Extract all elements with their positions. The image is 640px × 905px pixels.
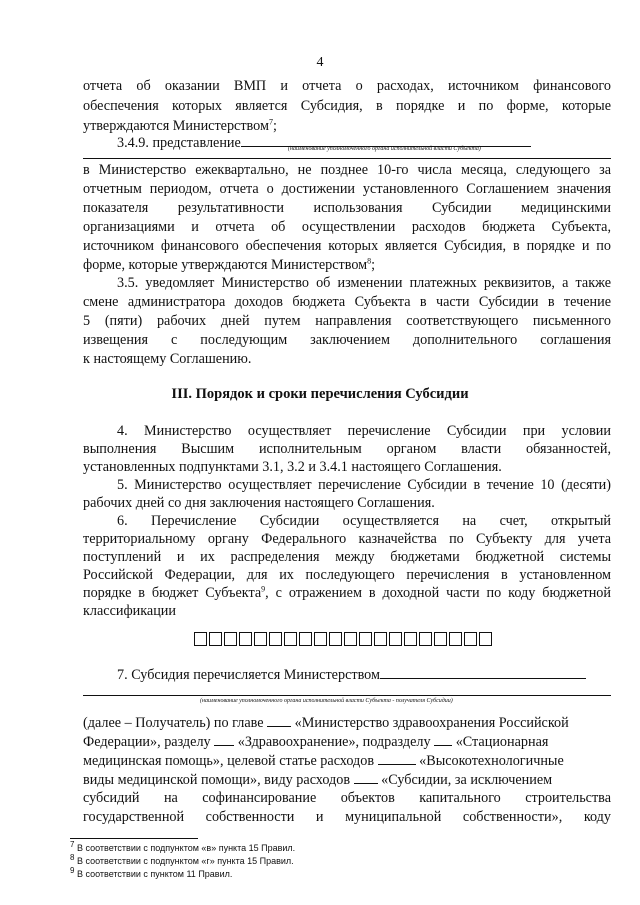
text-line: утверждаются Министерством$^7$; <box>83 117 277 134</box>
code-cell[interactable] <box>269 632 282 646</box>
text-line: обеспечения которых является Субсидия, в порядке и по форме, которые <box>83 98 611 114</box>
code-cell[interactable] <box>314 632 327 646</box>
code-cell[interactable] <box>389 632 402 646</box>
text-line: 5. Министерство осуществляет перечисление Субсидии в течение 10 (десяти) <box>117 477 611 493</box>
text-line: 6. Перечисление Субсидии осуществляется на счет, открытый <box>117 513 611 529</box>
text-line: 5 (пяти) рабочих дней путем направления соответствующего письменного <box>83 313 611 329</box>
text-line: 3.5. уведомляет Министерство об изменении платежных реквизитов, а также <box>117 275 611 291</box>
blank-field <box>267 714 291 727</box>
blank-field <box>378 752 416 765</box>
text-line: установленных подпунктами 3.1, 3.2 и 3.4.1 настоящего Соглашения. <box>83 459 502 475</box>
code-cell[interactable] <box>239 632 252 646</box>
text-line: Российской Федерации, для их последующего перечисления в установленном <box>83 567 611 583</box>
code-cell[interactable] <box>194 632 207 646</box>
code-cell[interactable] <box>299 632 312 646</box>
page-number: 4 <box>316 55 324 70</box>
blank-field <box>434 733 452 746</box>
text-line: медицинская помощь», целевой статье расходов «Высокотехнологичные <box>83 753 564 769</box>
code-cell[interactable] <box>344 632 357 646</box>
text-line: поступлений и их распределения между бюджетами бюджетной системы <box>83 549 611 565</box>
code-cell[interactable] <box>419 632 432 646</box>
code-cell[interactable] <box>209 632 222 646</box>
footnote: $^9$ В соответствии с пунктом 11 Правил. <box>70 866 233 879</box>
text-line: источником финансового обеспечения которых является Субсидия, в порядке и по <box>83 238 611 254</box>
text-line: отчетным периодом, отчета о достижении установленного Соглашением значения <box>83 181 611 197</box>
divider-line <box>83 158 611 159</box>
text-line: рабочих дней со дня заключения настоящего Соглашения. <box>83 495 435 511</box>
footnote-ref: 9 <box>261 584 266 594</box>
text-line: виды медицинской помощи», виду расходов «Субсидии, за исключением <box>83 772 553 788</box>
text-line: к настоящему Соглашению. <box>83 351 252 367</box>
text-line: извещения с последующим заключением дополнительного соглашения <box>83 332 611 348</box>
code-cell[interactable] <box>254 632 267 646</box>
footnote: $^8$ В соответствии с подпунктом «г» пункта 15 Правил. <box>70 853 294 866</box>
text-line: 4. Министерство осуществляет перечисление Субсидии при условии <box>117 423 611 439</box>
footnote-ref: 8 <box>367 256 372 266</box>
text-line: показателя результативности использования Субсидии медицинскими <box>83 200 611 216</box>
section-heading: III. Порядок и сроки перечисления Субсидии <box>171 386 469 402</box>
budget-code-cells[interactable] <box>194 632 494 646</box>
text-line: территориальному органу Федерального казначейства по Субъекту для учета <box>83 531 611 547</box>
text-line: организациями и отчета об осуществлении расходов бюджета Субъекта, <box>83 219 611 235</box>
item-7-label: 7. Субсидия перечисляется Министерством <box>117 666 586 684</box>
code-cell[interactable] <box>479 632 492 646</box>
code-cell[interactable] <box>224 632 237 646</box>
code-cell[interactable] <box>464 632 477 646</box>
code-cell[interactable] <box>374 632 387 646</box>
code-cell[interactable] <box>434 632 447 646</box>
footnote-ref: 7 <box>268 117 273 127</box>
text-line: в Министерство ежеквартально, не позднее 10-го числа месяца, следующего за <box>83 162 611 178</box>
blank-field <box>354 771 378 784</box>
item-349-label: 3.4.9. представление <box>117 134 531 152</box>
code-cell[interactable] <box>284 632 297 646</box>
text-line: отчета об оказании ВМП и отчета о расходах, источником финансового <box>83 78 611 94</box>
footnote-divider <box>70 838 198 839</box>
text-line: выполнения Высшим исполнительным органом власти обязанностей, <box>83 441 611 457</box>
code-cell[interactable] <box>404 632 417 646</box>
text-line: (далее – Получатель) по главе «Министерство здравоохранения Российской <box>83 715 569 731</box>
footnote: $^7$ В соответствии с подпунктом «в» пункта 15 Правил. <box>70 840 296 853</box>
code-cell[interactable] <box>329 632 342 646</box>
field-caption: (наименование уполномоченного органа исполнительной власти Субъекта) <box>288 146 481 152</box>
divider-line <box>83 695 611 696</box>
blank-field <box>380 666 586 679</box>
text-line: субсидий на софинансирование объектов капитального строительства <box>83 790 611 806</box>
text-line: классификации <box>83 603 176 619</box>
code-cell[interactable] <box>449 632 462 646</box>
blank-field <box>214 733 234 746</box>
code-cell[interactable] <box>359 632 372 646</box>
text-line: Федерации», разделу «Здравоохранение», подразделу «Стационарная <box>83 734 549 750</box>
text-line: государственной собственности и муниципальной собственности», коду <box>83 809 611 825</box>
text-line: форме, которые утверждаются Министерством$^8$; <box>83 256 376 273</box>
text-line: порядке в бюджет Субъекта$^9$, с отражением в доходной части по коду бюджетной <box>83 584 611 601</box>
text-line: смене администратора доходов бюджета Субъекта в части Субсидии в течение <box>83 294 611 310</box>
field-caption: (наименование уполномоченного органа исполнительной власти Субъекта - получателя Субсидии) <box>200 698 453 704</box>
